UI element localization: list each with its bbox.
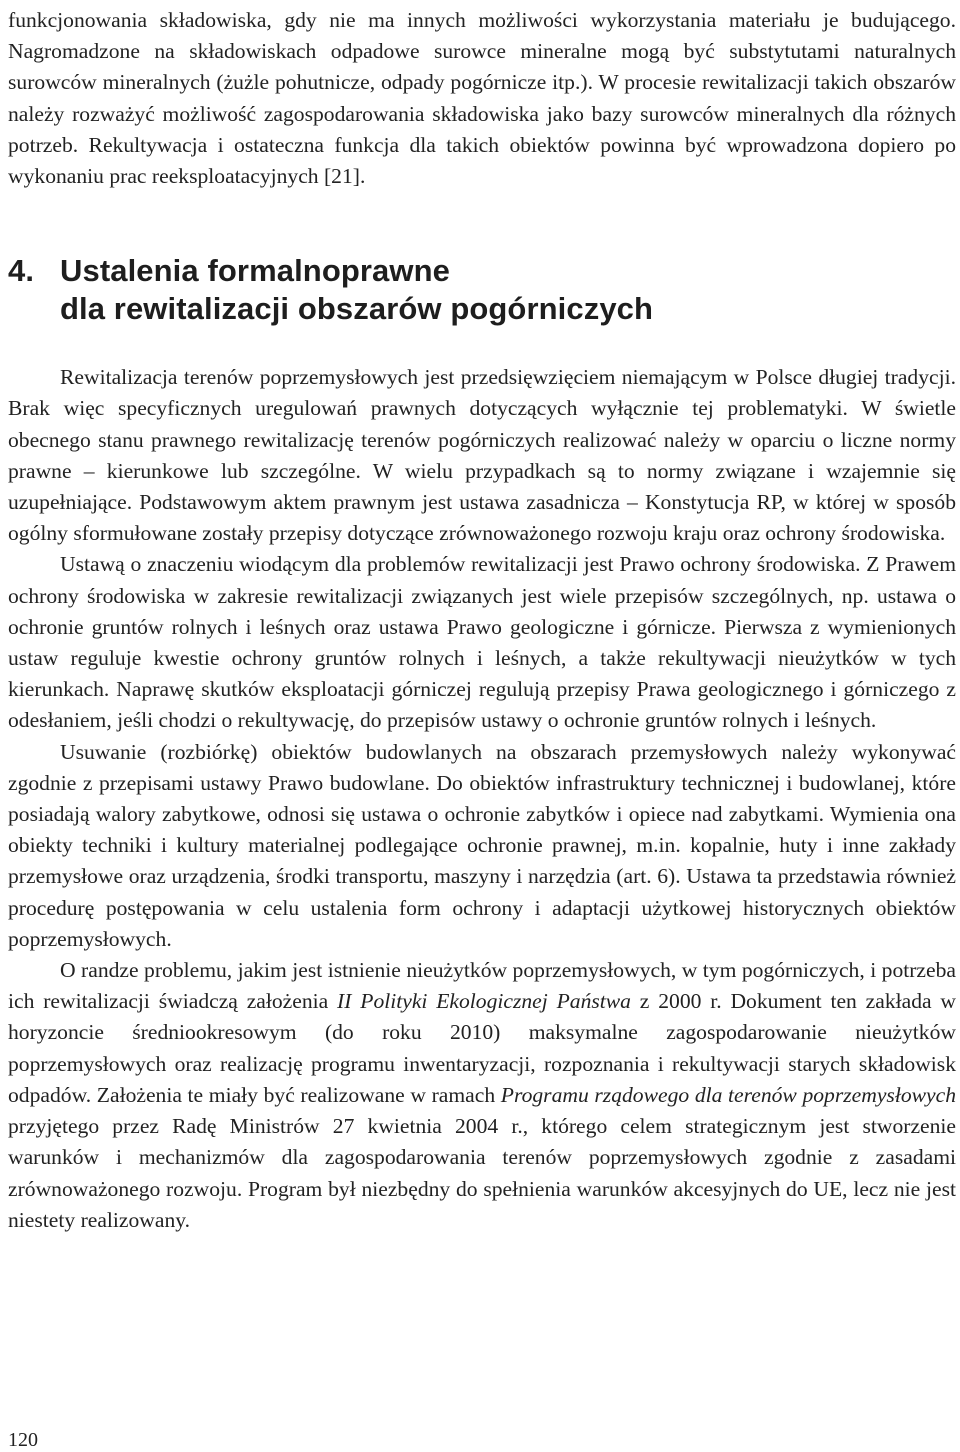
paragraph-3: Usuwanie (rozbiórkę) obiektów budowlanych na obszarach przemysłowych należy wykonywać zgodnie z przepisami ustawy Prawo budowlane. Do obiektów infrastruktury technicznej i budowlanej, które posiadają walory zabytkowe, odnosi się ustawa o ochronie zabytków i opiece nad zabytkami. Wymienia ona obiekty techniki i kultury materialnej podlegające ochronie prawnej, m.in. kopalnie, huty i inne zakłady przemysłowe oraz urządzenia, środki transportu, maszyny i narzędzia (art. 6). Ustawa ta przedstawia również procedurę postępowania w celu ustalenia form ochrony i adaptacji użytkowej historycznych obiektów poprzemysłowych.: [8, 739, 956, 951]
document-page: [8, 0, 956, 1236]
paragraph-2: Ustawą o znaczeniu wiodącym dla problemów rewitalizacji jest Prawo ochrony środowiska. Z Prawem ochrony środowiska w zakresie rewitalizacji związanych jest wiele przepisów szczególnych, np. ustawa o ochronie gruntów rolnych i leśnych oraz ustawa Prawo geologiczne i górnicze. Pierwsza z wymienionych ustaw reguluje kwestie ochrony gruntów rolnych i leśnych, a także rekultywacji nieużytków w tych kierunkach. Naprawę skutków eksploatacji górniczej regulują przepisy Prawa geologicznego i górniczego z odesłaniem, jeśli chodzi o rekultywację, do przepisów ustawy o ochronie gruntów rolnych i leśnych.: [8, 552, 956, 733]
paragraph-4-text-c: przyjętego przez Radę Ministrów 27 kwietnia 2004 r., którego celem strategicznym jest stworzenie warunków i mechanizmów dla zagospodarowania terenów poprzemysłowych zgodnie z zasadami zrównoważonego rozwoju. Program był niezbędny do spełnienia warunków akcesyjnych do UE, lecz nie jest niestety realizowany.: [8, 1114, 956, 1232]
paragraph-4-text-b: z 2000 r. Dokument ten zakłada w horyzoncie średniookresowym (do roku 2010) maksymalne zagospodarowanie nieużytków poprzemysłowych oraz realizację programu inwentaryzacji, rozpoznania i rekultywacji starych składowisk odpadów. Założenia te miały być realizowane w ramach: [8, 989, 957, 1107]
section-title-line2: dla rewitalizacji obszarów pogórniczych: [60, 291, 654, 327]
paragraph-4-text-a: O randze problemu, jakim jest istnienie nieużytków poprzemysłowych, w tym pogórniczych, i potrzeba ich rewitalizacji świadczą założenia: [8, 958, 956, 1014]
page-number: 120: [8, 1429, 38, 1451]
section-number: 4.: [8, 253, 35, 289]
program-title-italic: Programu rządowego dla terenów poprzemysłowych: [500, 1082, 956, 1107]
section-title-line1: Ustalenia formalnoprawne: [60, 253, 450, 289]
section-heading: [8, 252, 956, 328]
paragraph-4: [8, 955, 956, 1236]
policy-title-italic: II Polityki Ekologicznej Państwa: [337, 989, 631, 1014]
paragraph-1: Rewitalizacja terenów poprzemysłowych jest przedsięwzięciem niemającym w Polsce długiej tradycji. Brak więc specyficznych uregulowań prawnych dotyczących wyłącznie tej problematyki. W świetle obecnego stanu prawnego rewitalizację terenów pogórniczych realizować należy w oparciu o liczne normy prawne – kierunkowe lub szczególne. W wielu przypadkach są to normy związane i wzajemnie się uzupełniające. Podstawowym aktem prawnym jest ustawa zasadnicza – Konstytucja RP, w której w sposób ogólny sformułowane zostały przepisy dotyczące zrównoważonego rozwoju kraju oraz ochrony środowiska.: [8, 365, 956, 546]
intro-paragraph: funkcjonowania składowiska, gdy nie ma innych możliwości wykorzystania materiału je budującego. Nagromadzone na składowiskach odpadowe surowce mineralne mogą być substytutami naturalnych surowców mineralnych (żużle pohutnicze, odpady pogórnicze itp.). W procesie rewitalizacji takich obszarów należy rozważyć możliwość zagospodarowania składowiska jako bazy surowców mineralnych dla różnych potrzeb. Rekultywacja i ostateczna funkcja dla takich obiektów powinna być wprowadzona dopiero po wykonaniu prac reeksploatacyjnych [21].: [8, 8, 956, 189]
